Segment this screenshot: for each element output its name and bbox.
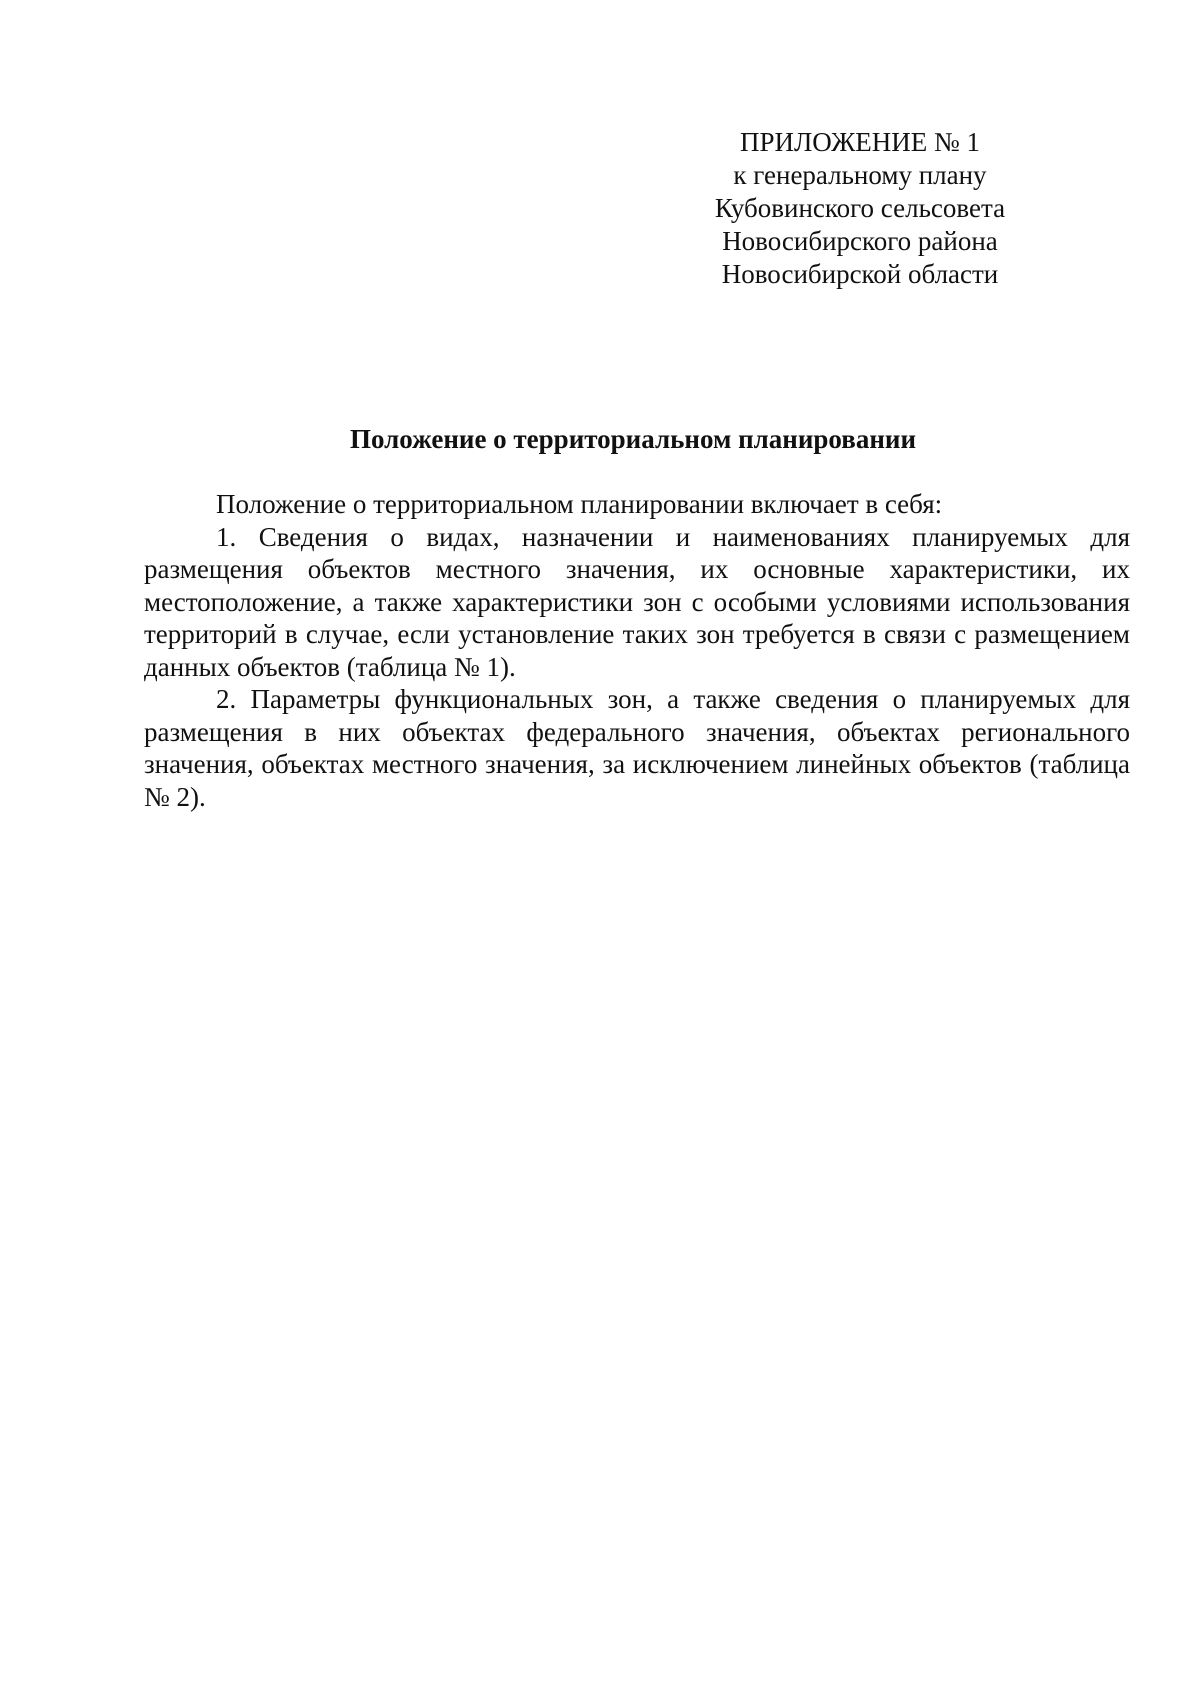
appendix-header [660, 126, 1060, 291]
document-title: Положение о территориальном планировании [350, 424, 916, 454]
document-body [144, 488, 1130, 813]
appendix-reference: к генеральному плану [733, 160, 987, 190]
list-item-number: 1. [216, 521, 237, 552]
list-item [144, 521, 1130, 684]
list-item-text: Сведения о видах, назначении и наименованиях планируемых для размещения объектов местного значения, их основные характеристики, их местоположение, а также характеристики зон с особыми условиями использования территорий в случае, если установление таких зон требуется в связи с размещением данных объектов (таблица № 1). [144, 521, 1130, 682]
list-item [144, 683, 1130, 813]
list-item-number: 2. [216, 684, 237, 714]
appendix-number: ПРИЛОЖЕНИЕ № 1 [739, 127, 981, 157]
list-item-text: Параметры функциональных зон, а также сведения о планируемых для размещения в них объектах федерального значения, объектах регионального значения, объектах местного значения, за исключением линейных объектов (таблица № 2). [144, 684, 1130, 812]
appendix-district: Новосибирского района [722, 226, 998, 256]
appendix-region: Новосибирской области [721, 259, 999, 289]
intro-paragraph: Положение о территориальном планировании включает в себя: [216, 489, 943, 519]
appendix-council: Кубовинского сельсовета [714, 193, 1006, 223]
